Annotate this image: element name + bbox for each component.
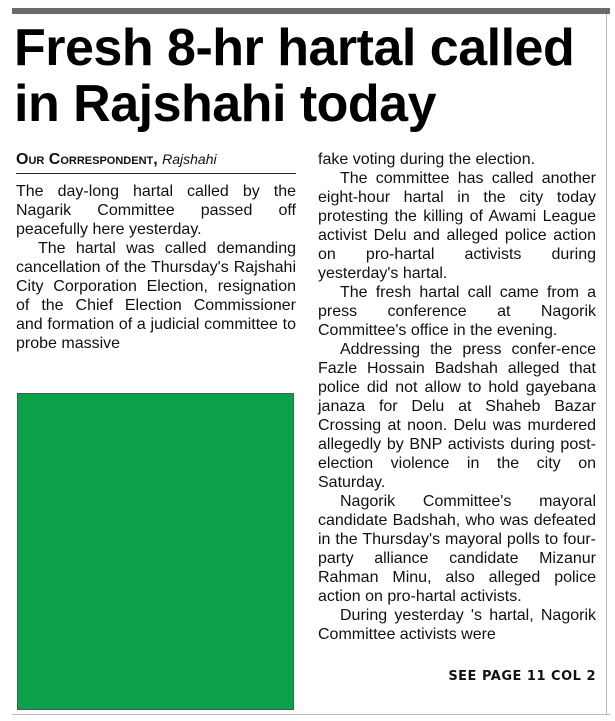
left-column — [16, 150, 296, 353]
headline-line-1: Fresh 8-hr hartal called — [14, 19, 575, 77]
paragraph: The committee has called another eight-hour hartal in the city today protesting the killing of Awami League activist Delu and alleged police action on pro-hartal activists during yesterday's hartal. — [318, 170, 596, 282]
paragraph: The day-long hartal called by the Nagarik Committee passed off peacefully here yesterday. — [16, 183, 296, 238]
right-column — [318, 150, 596, 644]
paragraph: During yesterday 's hartal, Nagorik Committee activists were — [318, 607, 596, 643]
column-divider — [606, 14, 607, 714]
headline-line-2: in Rajshahi today — [14, 75, 437, 133]
paragraph: The hartal was called demanding cancellation of the Thursday's Rajshahi City Corporation Election, resignation of the Chief Election Commissioner and formation of a judicial committee to probe massive — [16, 240, 296, 352]
bottom-rule — [12, 714, 610, 715]
headline — [14, 20, 610, 132]
jump-line[interactable]: SEE PAGE 11 COL 2 — [448, 669, 596, 684]
photo-placeholder — [17, 393, 294, 710]
top-rule — [12, 8, 610, 14]
byline — [16, 150, 296, 174]
paragraph: fake voting during the election. — [318, 151, 536, 168]
byline-place: Rajshahi — [162, 151, 217, 167]
paragraph: Nagorik Committee's mayoral candidate Badshah, who was defeated in the Thursday's mayoral polls to four-party alliance candidate Mizanur Rahman Minu, also alleged police action on pro-hartal activists. — [318, 493, 596, 605]
paragraph: Addressing the press confer-ence Fazle Hossain Badshah alleged that police did not allow to hold gayebana janaza for Delu at Shaheb Bazar Crossing at noon. Delu was murdered allegedly by BNP activists during post-election violence in the city on Saturday. — [318, 341, 596, 491]
paragraph: The fresh hartal call came from a press conference at Nagorik Committee's office in the evening. — [318, 284, 596, 339]
byline-author: Our Correspondent, — [16, 151, 158, 168]
